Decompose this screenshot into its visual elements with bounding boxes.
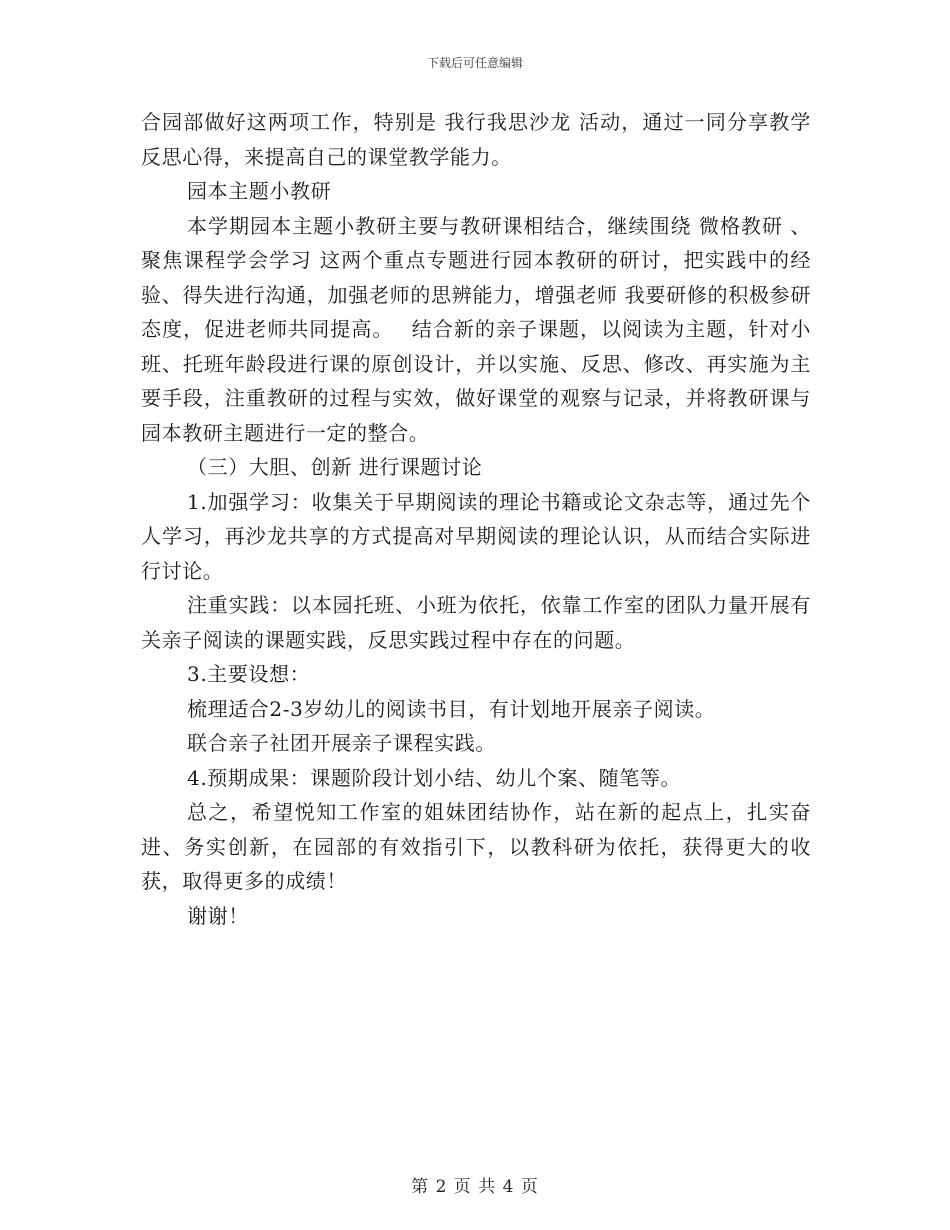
paragraph-7: 3.主要设想：	[187, 662, 311, 686]
paragraph-1: 合园部做好这两项工作，特别是 我行我思沙龙 活动，通过一同分享教学反思心得，来提高自己的课堂教学能力。	[141, 110, 811, 169]
paragraph-4: （三）大胆、创新 进行课题讨论	[187, 455, 483, 479]
paragraph-11: 总之，希望悦知工作室的姐妹团结协作，站在新的起点上，扎实奋进、务实创新，在园部的有效指引下，以教科研为依托，获得更大的收获，取得更多的成绩！	[141, 800, 811, 893]
paragraph-6: 注重实践：以本园托班、小班为依托，依靠工作室的团队力量开展有关亲子阅读的课题实践，反思实践过程中存在的问题。	[141, 593, 811, 652]
paragraph-9: 联合亲子社团开展亲子课程实践。	[187, 731, 496, 755]
paragraph-8: 梳理适合2-3岁幼儿的阅读书目，有计划地开展亲子阅读。	[187, 696, 716, 721]
page-header: 下载后可任意编辑	[426, 56, 523, 70]
page-footer: 第 2 页 共 4 页	[411, 1177, 539, 1197]
paragraph-5: 1.加强学习：收集关于早期阅读的理论书籍或论文杂志等，通过先个人学习，再沙龙共享的方式提高对早期阅读的理论认识，从而结合实际进行讨论。	[141, 489, 811, 583]
document-body	[141, 105, 811, 933]
paragraph-10: 4.预期成果：课题阶段计划小结、幼儿个案、随笔等。	[187, 765, 682, 790]
paragraph-3: 本学期园本主题小教研主要与教研课相结合，继续围绕 微格教研 、 聚焦课程学会学习 这两个重点专题进行园本教研的研讨，把实践中的经验、得失进行沟通，加强老师的思辨能力，增强老师 我要研修的积极参研态度，促进老师共同提高。 结合新的亲子课题，以阅读为主题，针对小班、托班年龄段进行课的原创设计，并以实施、反思、修改、再实施为主要手段，注重教研的过程与实效，做好课堂的观察与记录，并将教研课与园本教研主题进行一定的整合。	[141, 213, 811, 445]
paragraph-2: 园本主题小教研	[187, 179, 332, 203]
paragraph-12: 谢谢！	[187, 903, 249, 928]
